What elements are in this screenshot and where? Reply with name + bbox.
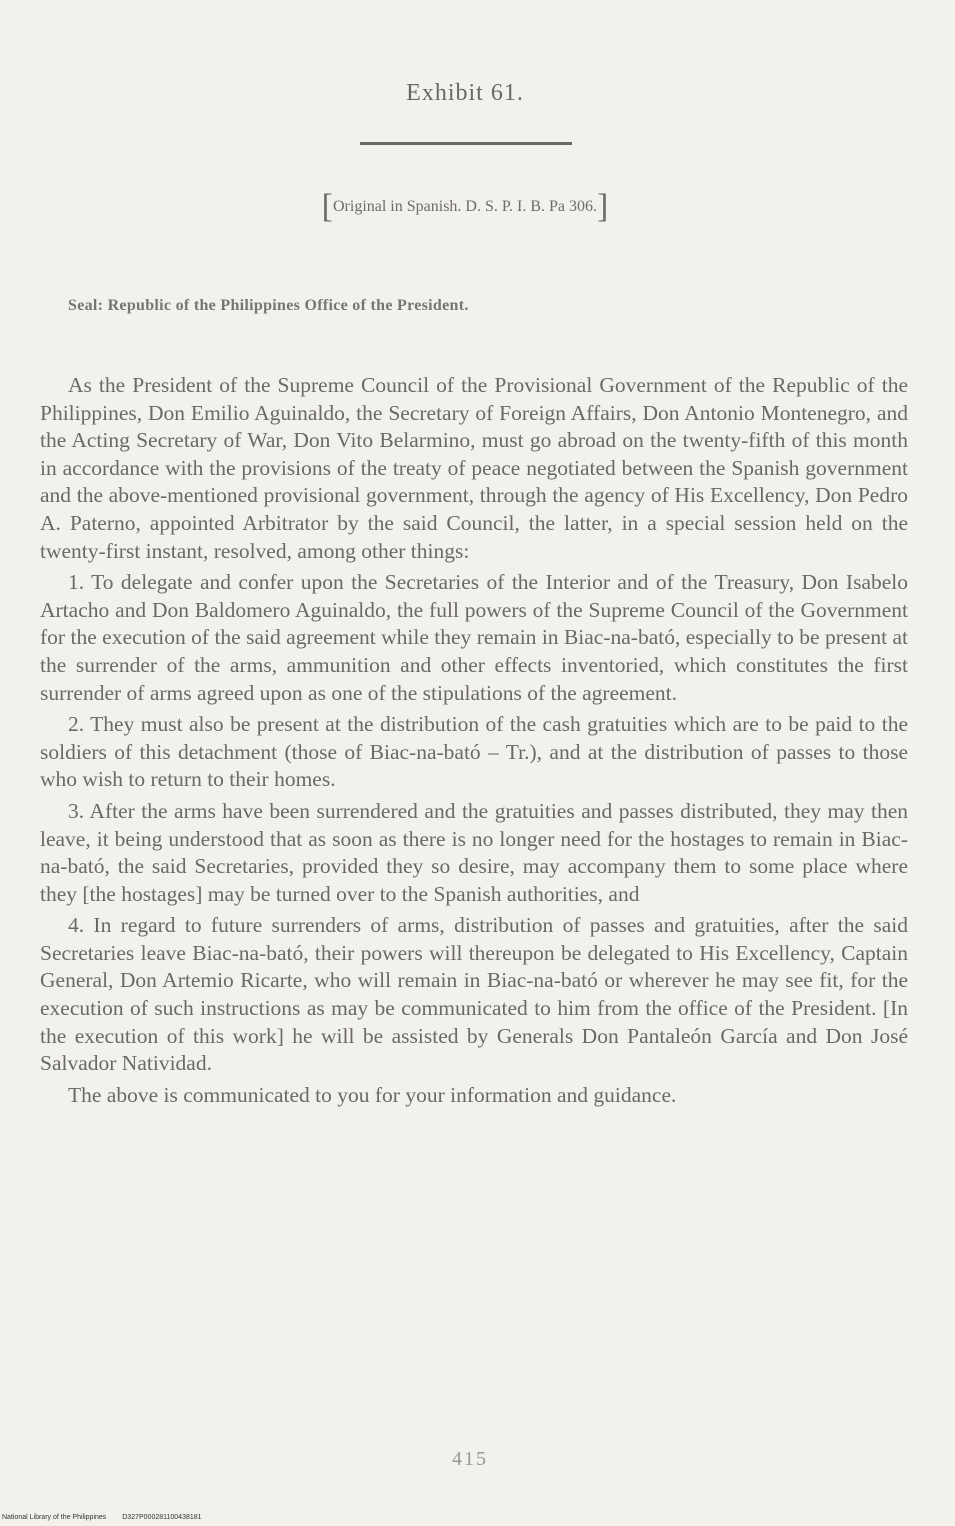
page-number: 415 <box>452 1448 488 1470</box>
body-text <box>40 372 908 1111</box>
paragraph-item-1: 1. To delegate and confer upon the Secretaries of the Interior and of the Treasury, Don Isabelo Artacho and Don Baldomero Aguinaldo, the full powers of the Supreme Council of the Government for the execution of the said agreement while they remain in Biac-na-bató, especially to be present at the surrender of the arms, ammunition and other effects inventoried, which constitutes the first surrender of arms agreed upon as one of the stipulations of the agreement. <box>40 570 908 705</box>
seal-line: Seal: Republic of the Philippines Office of the President. <box>68 297 469 314</box>
left-bracket-glyph: [ <box>321 188 333 225</box>
paragraph-item-3: 3. After the arms have been surrendered and the gratuities and passes distributed, they may then leave, it being understood that as soon as there is no longer need for the hostages to remain in Biac-na-bató, the said Secretaries, provided they so desire, may accompany them to some place where they [the hostages] may be turned over to the Spanish authorities, and <box>40 798 908 906</box>
original-note-text: Original in Spanish. D. S. P. I. B. Pa 306. <box>332 198 597 215</box>
right-bracket-glyph: ] <box>597 188 609 225</box>
footer-caption <box>2 1514 202 1521</box>
exhibit-title: Exhibit 61. <box>406 80 524 106</box>
paragraph-closing: The above is communicated to you for your information and guidance. <box>68 1082 677 1107</box>
footer-reference: D327P000281100438181 <box>122 1514 202 1521</box>
paragraph-item-2: 2. They must also be present at the distribution of the cash gratuities which are to be paid to the soldiers of this detachment (those of Biac-na-bató – Tr.), and at the distribution of passes to those who wish to return to their homes. <box>40 712 908 792</box>
paragraph-item-4: 4. In regard to future surrenders of arms, distribution of passes and gratuities, after the said Secretaries leave Biac-na-bató, their powers will thereupon be delegated to His Excellency, Captain General, Don Artemio Ricarte, who will remain in Biac-na-bató or wherever he may see fit, for the execution of such instructions as may be communicated to him from the office of the President. [In the execution of this work] he will be assisted by Generals Don Pantaleón García and Don José Salvador Natividad. <box>40 913 908 1076</box>
original-note <box>0 190 930 224</box>
paragraph-intro: As the President of the Supreme Council of the Provisional Government of the Republic of the Philippines, Don Emilio Aguinaldo, the Secretary of Foreign Affairs, Don Antonio Montenegro, and the Acting Secretary of War, Don Vito Belarmino, must go abroad on the twenty-fifth of this month in accordance with the provisions of the treaty of peace negotiated between the Spanish government and the above-mentioned provisional government, through the agency of His Excellency, Don Pedro A. Paterno, appointed Arbitrator by the said Council, the latter, in a special session held on the twenty-first instant, resolved, among other things: <box>40 373 908 563</box>
title-underline <box>360 142 572 145</box>
footer-library: National Library of the Philippines <box>2 1514 107 1521</box>
